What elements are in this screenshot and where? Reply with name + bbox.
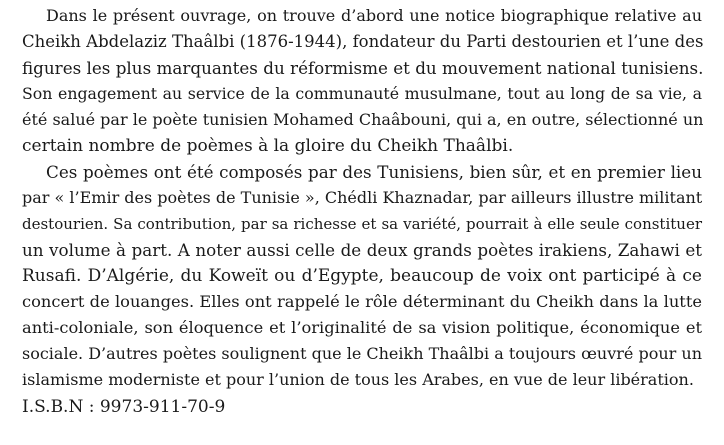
text-line: anti-coloniale, son éloquence et l’originalité de sa vision politique, économique et xyxy=(22,318,702,337)
text-line: certain nombre de poèmes à la gloire du Cheikh Thaâlbi. xyxy=(22,136,514,156)
isbn-line: I.S.B.N : 9973-911-70-9 xyxy=(22,397,226,417)
text-line: Rusafi. D’Algérie, du Koweït ou d’Egypte, beaucoup de voix ont participé à ce xyxy=(22,266,702,286)
text-line: Son engagement au service de la communauté musulmane, tout au long de sa vie, a xyxy=(22,84,702,103)
text-line: un volume à part. A noter aussi celle de deux grands poètes irakiens, Zahawi et xyxy=(22,240,702,260)
text-line: sociale. D’autres poètes soulignent que le Cheikh Thaâlbi a toujours œuvré pour un xyxy=(22,344,702,363)
text-line: Ces poèmes ont été composés par des Tunisiens, bien sûr, et en premier lieu xyxy=(46,162,702,182)
text-line: par « l’Emir des poètes de Tunisie », Chédli Khaznadar, par ailleurs illustre militant xyxy=(22,188,703,207)
text-line: destourien. Sa contribution, par sa richesse et sa variété, pourrait à elle seule constituer xyxy=(22,215,702,233)
text-line: été salué par le poète tunisien Mohamed Chaâbouni, qui a, en outre, sélectionné un xyxy=(22,110,704,129)
text-line: figures les plus marquantes du réformisme et du mouvement national tunisiens. xyxy=(22,58,704,78)
text-line: islamisme moderniste et pour l’union de tous les Arabes, en vue de leur libération. xyxy=(22,370,694,389)
text-line: Dans le présent ouvrage, on trouve d’abord une notice biographique relative au xyxy=(46,6,702,25)
text-line: concert de louanges. Elles ont rappelé le rôle déterminant du Cheikh dans la lutte xyxy=(22,292,702,311)
text-line: Cheikh Abdelaziz Thaâlbi (1876-1944), fondateur du Parti destourien et l’une des xyxy=(22,32,704,51)
